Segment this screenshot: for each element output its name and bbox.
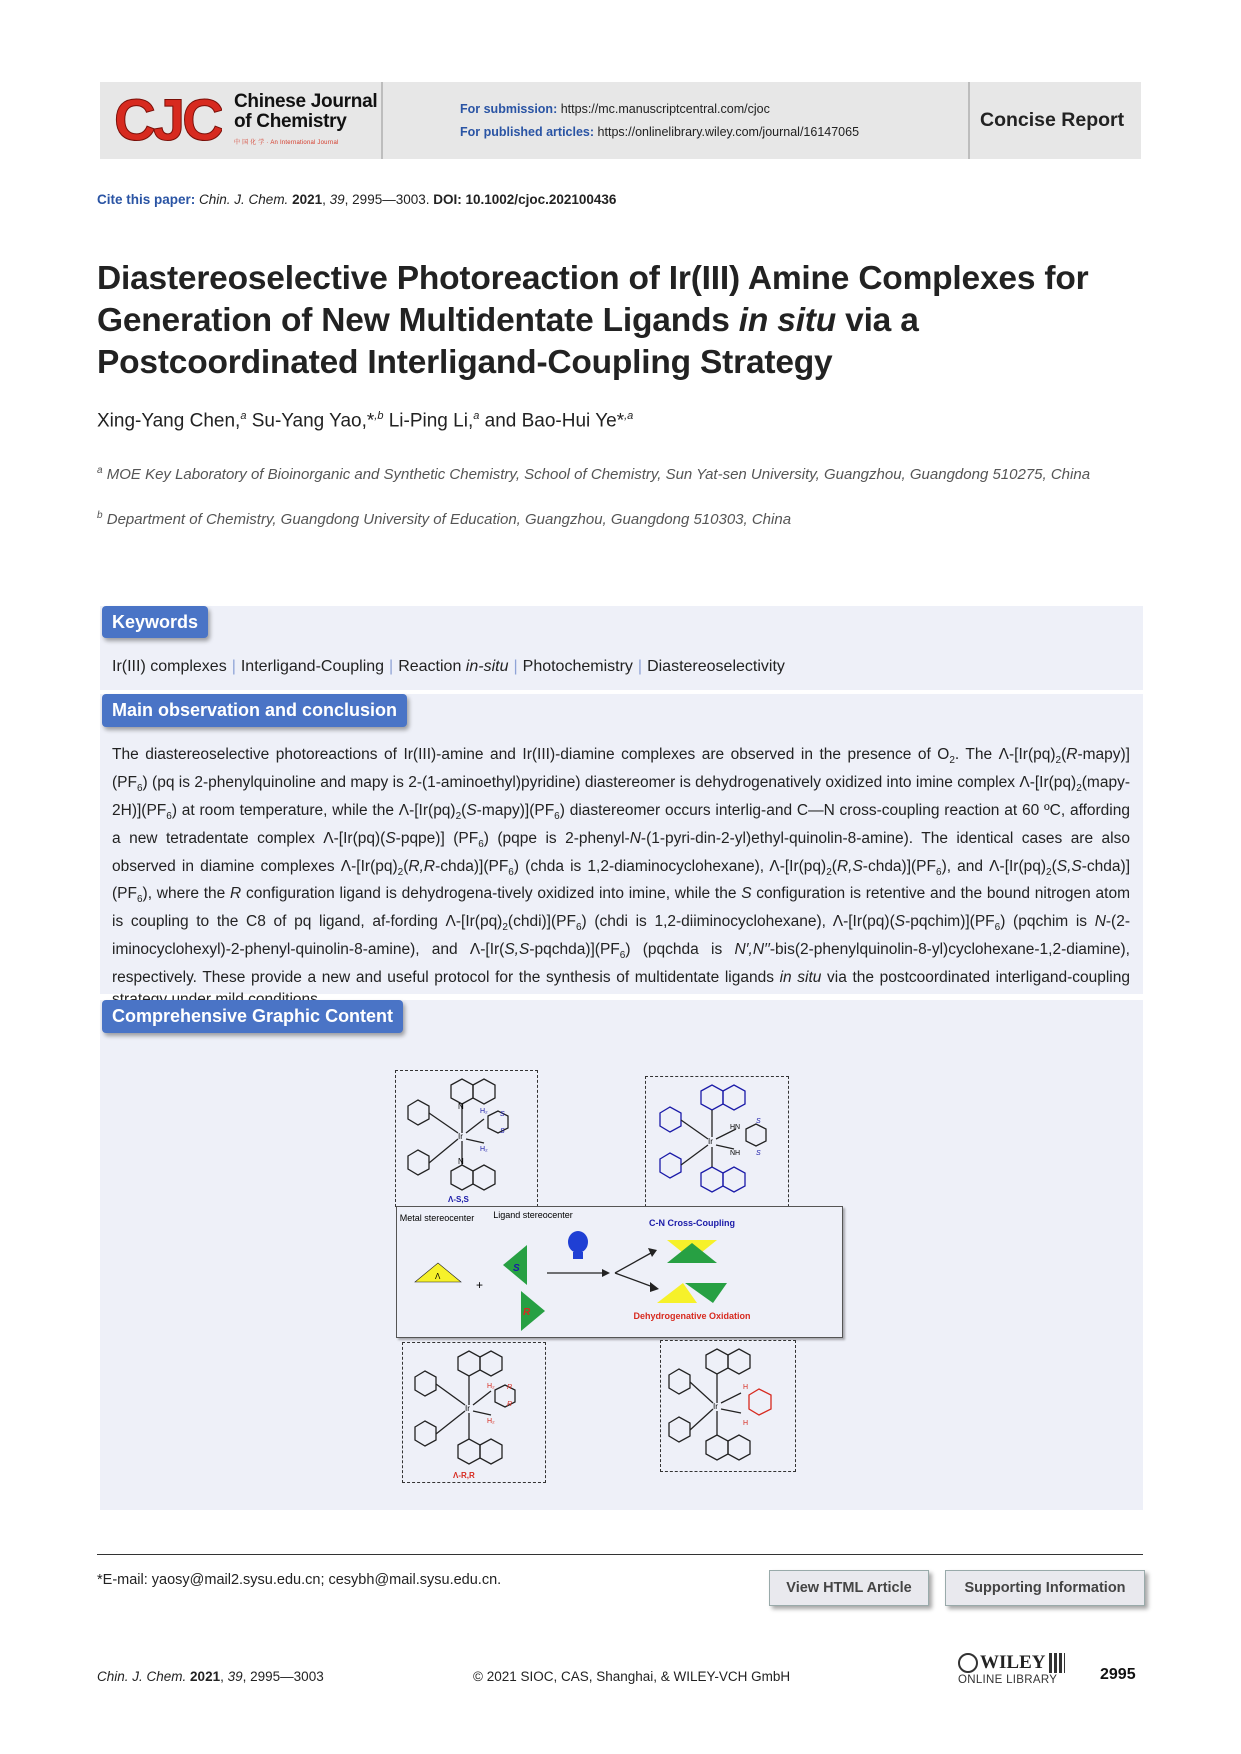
keywords-panel [100, 606, 1143, 690]
svg-text:Λ-S,S: Λ-S,S [448, 1195, 469, 1204]
keywords-heading: Keywords [102, 606, 208, 638]
keyword: Diastereoselectivity [647, 658, 785, 675]
submission-link[interactable]: https://mc.manuscriptcentral.com/cjoc [560, 102, 770, 116]
keyword: Ir(III) complexes [112, 658, 227, 675]
svg-text:H₂: H₂ [480, 1108, 488, 1115]
reaction-scheme [396, 1206, 843, 1338]
abstract-panel [100, 694, 1143, 994]
svg-text:Λ-R,R: Λ-R,R [453, 1471, 475, 1480]
svg-text:H: H [743, 1384, 749, 1391]
citation-line: Cite this paper: Chin. J. Chem. 2021, 39, 2995—3003. DOI: 10.1002/cjoc.202100436 [97, 192, 617, 207]
corresponding-email: *E-mail: yaosy@mail2.sysu.edu.cn; cesybh@mail.sysu.edu.cn. [97, 1572, 502, 1588]
copyright: © 2021 SIOC, CAS, Shanghai, & WILEY-VCH GmbH [473, 1669, 791, 1684]
published-line: For published articles: https://onlinelibrary.wiley.com/journal/16147065 [460, 125, 860, 139]
wiley-logo: WILEY ONLINE LIBRARY [958, 1652, 1065, 1686]
svg-text:S: S [513, 1263, 520, 1274]
complex-structure [646, 1077, 788, 1211]
svg-text:S: S [756, 1118, 761, 1125]
banner-divider [968, 82, 970, 159]
svg-text:+: + [476, 1278, 484, 1292]
svg-text:C-N Cross-Coupling: C-N Cross-Coupling [649, 1218, 735, 1228]
footer-rule [97, 1554, 1143, 1555]
article-type: Concise Report [980, 109, 1125, 131]
keyword: Reaction in-situ [398, 658, 509, 675]
svg-text:H₂: H₂ [487, 1418, 495, 1425]
svg-text:H: H [743, 1420, 749, 1427]
affiliation-b: $^b$ Department of Chemistry, Guangdong University of Education, Guangzhou, Guangdong 510303, China [97, 510, 792, 528]
complex-structure [396, 1071, 537, 1206]
banner-divider [381, 82, 383, 159]
library-books-icon [1049, 1653, 1065, 1673]
svg-text:S: S [500, 1111, 505, 1118]
journal-subtitle: 中 国 化 学 · An International Journal [234, 140, 339, 146]
svg-text:H₂: H₂ [487, 1383, 495, 1390]
svg-text:NH: NH [730, 1150, 741, 1157]
svg-text:Metal stereocenter: Metal stereocenter [399, 1213, 475, 1223]
complex-chdi [660, 1340, 796, 1472]
svg-text:Λ: Λ [435, 1272, 441, 1281]
svg-text:Ir: Ir [465, 1404, 470, 1413]
svg-text:N: N [458, 1102, 464, 1111]
paper-title: Diastereoselective Photoreaction of Ir(III) Amine Complexes for Generation of New Multidentate Ligands in situ via a Postcoordinated Interligand-Coupling Strategy [97, 260, 1089, 381]
complex-pqchim [645, 1076, 789, 1212]
journal-name: Chinese Journal of Chemistry [234, 91, 378, 132]
published-link[interactable]: https://onlinelibrary.wiley.com/journal/16147065 [597, 125, 860, 139]
footer-citation: Chin. J. Chem. 2021, 39, 2995—3003 [97, 1669, 324, 1684]
keyword: Interligand-Coupling [240, 658, 385, 675]
svg-text:S: S [756, 1150, 761, 1157]
keyword: Photochemistry [522, 658, 633, 675]
svg-text:N: N [458, 1157, 464, 1166]
graphic-heading: Comprehensive Graphic Content [102, 1000, 403, 1033]
wiley-icon [958, 1653, 978, 1673]
svg-text:R: R [507, 1384, 513, 1391]
page-number: 2995 [1100, 1666, 1136, 1683]
doi[interactable]: DOI: 10.1002/cjoc.202100436 [433, 192, 617, 207]
svg-text:Ligand stereocenter: Ligand stereocenter [493, 1210, 573, 1220]
journal-banner [100, 82, 1141, 159]
submission-line: For submission: https://mc.manuscriptcentral.com/cjoc [460, 102, 770, 116]
supporting-info-button[interactable]: Supporting Information [945, 1570, 1145, 1606]
abstract-text: The diastereoselective photoreactions of Ir(III)-amine and Ir(III)-diamine complexes are observed in the presence of $O_2$. The $\Lambda-[Ir(pq)_2(R-mapy)](PF_6)$ (pq is 2-phenylquinoline and mapy is 2-(1-aminoethyl)pyridine) diastereomer is dehydrogenatively oxidized into imine complex $\Lambda-[Ir(pq)_2(mapy-2H)](PF_6)$ at room temperature, while the $\Lambda-[Ir(pq)_2(S-mapy)](PF_6)$ diastereomer occurs interlig-and C—N cross-coupling reaction at 60 ºC, affording a new tetradentate complex Λ-[Ir(pq)(S-pqpe)] $(PF_6)$ (pqpe is 2-phenyl-N-(1-pyri-din-2-yl)ethyl-quinolin-8-amine). The identical cases are also observed in diamine complexes $\Lambda-[Ir(pq)_2(R,R-chda)](PF_6)$ (chda is 1,2-diaminocyclohexane), $\Lambda-[Ir(pq)_2(R,S-chda)](PF_6)$, and $\Lambda-[Ir(pq)_2(S,S-chda)](PF_6)$, where the R configuration ligand is dehydrogena-tively oxidized into imine, while the S configuration is retentive and the bound nitrogen atom is coupling to the C8 of pq ligand, af-fording $\Lambda-[Ir(pq)_2(chdi)](PF_6)$ (chdi is 1,2-diiminocyclohexane), $\Lambda-[Ir(pq)(S-pqchim)](PF_6)$ (pqchim is N-(2-iminocyclohexyl)-2-phenyl-quinolin-8-amine), and $\Lambda-[Ir(S,S-pqchda)](PF_6)$ (pqchda is N′,N′′-bis(2-phenylquinolin-8-yl)cyclohexane-1,2-diamine), respectively. These provide a new and useful protocol for the synthesis of multidentate ligands in situ via the postcoordinated interligand-coupling [112, 746, 1131, 987]
reaction-scheme-drawing [397, 1207, 842, 1337]
svg-text:R: R [507, 1401, 513, 1408]
svg-text:Dehydrogenative Oxidation: Dehydrogenative Oxidation [633, 1311, 751, 1321]
complex-r-r [402, 1342, 546, 1483]
svg-text:S: S [500, 1128, 505, 1135]
keyword-list: Ir(III) complexes | Interligand-Coupling | Reaction in-situ | Photochemistry | Diastereoselectivity [112, 658, 785, 675]
svg-text:CJC: CJC [114, 88, 222, 150]
svg-text:HN: HN [730, 1124, 741, 1131]
svg-text:Ir: Ir [713, 1402, 718, 1411]
svg-text:Ir: Ir [708, 1137, 713, 1146]
complex-structure [661, 1341, 795, 1471]
view-html-button[interactable]: View HTML Article [769, 1570, 929, 1606]
abstract-heading: Main observation and conclusion [102, 694, 407, 727]
svg-text:R: R [523, 1307, 531, 1318]
complex-structure [403, 1343, 545, 1482]
lightbulb-icon [568, 1231, 588, 1259]
svg-text:H₂: H₂ [480, 1146, 488, 1153]
affiliation-a: $^a$ MOE Key Laboratory of Bioinorganic and Synthetic Chemistry, School of Chemistry, Sun Yat-sen University, Guangzhou, Guangdong 510275, China [97, 465, 1091, 483]
author-list: Xing-Yang Chen,$^a$ Su-Yang Yao,*$^{,b}$ Li-Ping Li,$^a$ and Bao-Hui Ye*$^{,a}$ [97, 410, 634, 432]
cjc-logo [112, 88, 222, 150]
complex-s-s [395, 1070, 538, 1207]
svg-text:Ir: Ir [458, 1132, 463, 1141]
